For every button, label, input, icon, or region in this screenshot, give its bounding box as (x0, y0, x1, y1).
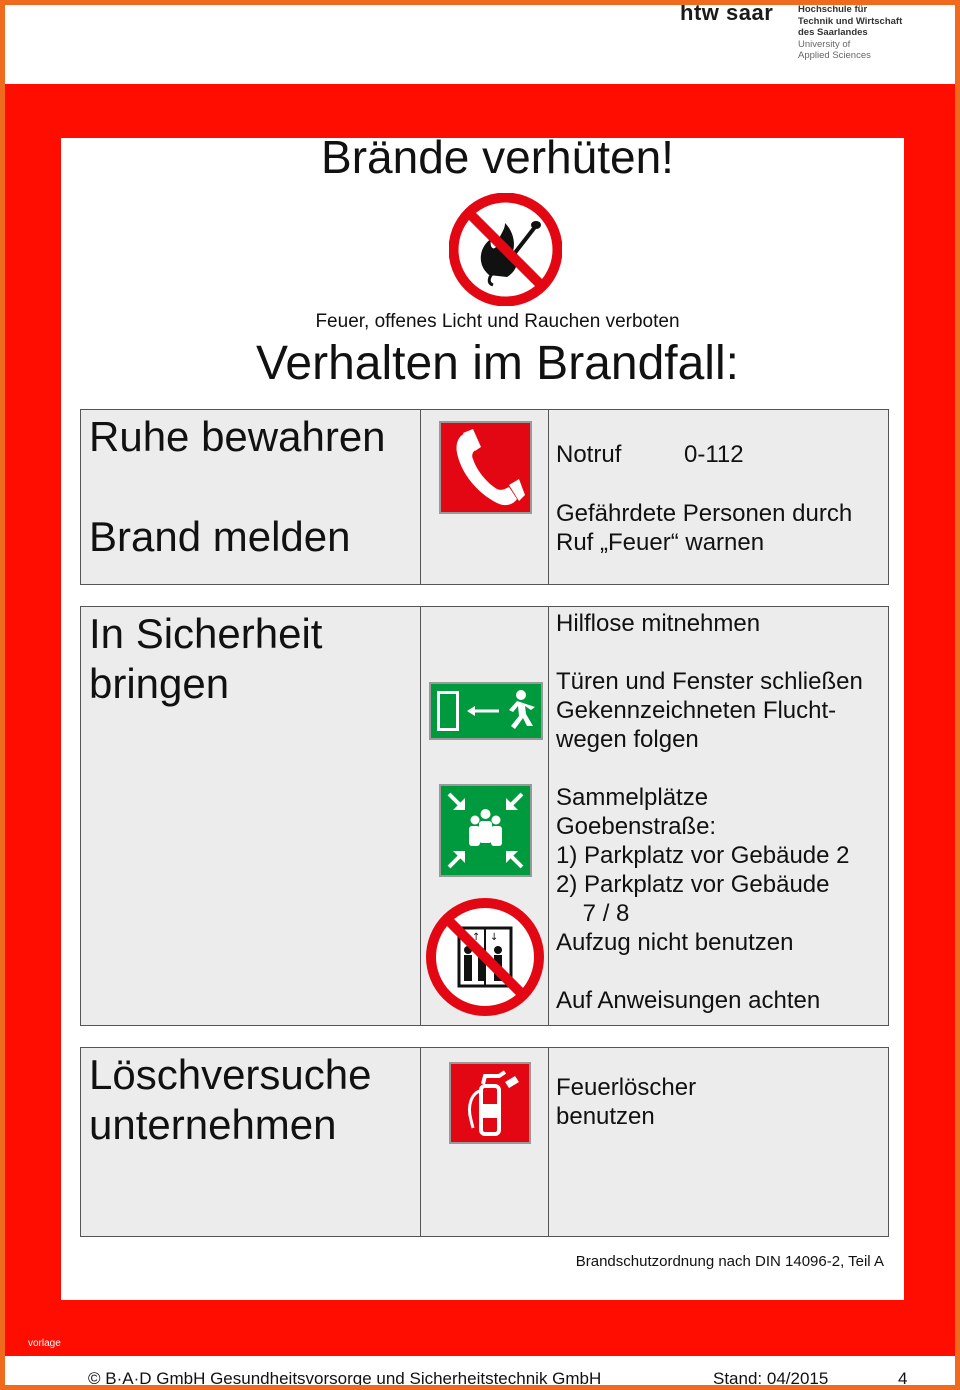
row-text-cell (549, 410, 888, 584)
evacuate-line-1: Hilflose mitnehmen (556, 610, 761, 637)
instruction-row-report (80, 409, 889, 585)
evacuate-line-11: Auf Anweisungen achten (556, 987, 821, 1014)
evacuate-line-3: Gekennzeichneten Flucht- (556, 697, 837, 724)
din-reference-note: Brandschutzordnung nach DIN 14096-2, Teil A (575, 1253, 884, 1270)
logo-line-1: Hochschule für (798, 4, 868, 15)
logo-line-4: University of (798, 38, 851, 50)
instruction-row-evacuate (80, 606, 889, 1026)
row-heading-cell (81, 410, 421, 584)
no-open-flame-sign-icon (449, 193, 562, 306)
row-sign-cell (421, 410, 549, 584)
extinguisher-text-line-2: benutzen (556, 1103, 655, 1130)
heading-brand-melden: Brand melden (89, 513, 351, 560)
page-number: 4 (898, 1369, 908, 1388)
warn-text-line-1: Gefährdete Personen durch (556, 500, 853, 527)
logo-line-2: Technik und Wirtschaft (798, 15, 903, 27)
fire-extinguisher-sign-icon (449, 1062, 531, 1144)
svg-text:↓: ↓ (490, 932, 499, 943)
row-sign-cell (421, 1048, 549, 1236)
htw-saar-logo: htw saar (680, 0, 774, 25)
row-heading-cell (81, 607, 421, 1025)
copyright-text: © B·A·D GmbH Gesundheitsvorsorge und Sicherheitstechnik GmbH (88, 1369, 602, 1388)
escape-route-sign-icon (429, 682, 543, 740)
instruction-row-extinguish (80, 1047, 889, 1237)
evacuate-line-5: Sammelplätze (556, 784, 709, 811)
logo-line-3: des Saarlandes (798, 27, 868, 38)
notruf-number: 0-112 (684, 441, 744, 468)
logo-line-5: Applied Sciences (798, 50, 871, 61)
poster-title: Brände verhüten! (321, 131, 674, 183)
row-text-cell (549, 607, 888, 1025)
heading-unternehmen: unternehmen (89, 1101, 337, 1148)
heading-in-sicherheit: In Sicherheit (89, 610, 323, 657)
logo-subtitle (798, 4, 902, 62)
fire-telephone-sign-icon (439, 421, 532, 514)
stand-date: Stand: 04/2015 (713, 1369, 829, 1388)
row-text-cell (549, 1048, 888, 1236)
no-elevator-sign-icon (426, 898, 544, 1016)
evacuate-line-9: 7 / 8 (556, 900, 630, 927)
heading-loeschversuche: Löschversuche (89, 1051, 372, 1098)
notruf-label: Notruf (556, 441, 622, 468)
warn-text-line-2: Ruf „Feuer“ warnen (556, 529, 765, 556)
assembly-point-sign-icon (439, 784, 532, 877)
poster-subtitle: Verhalten im Brandfall: (256, 337, 739, 390)
svg-text:↑: ↑ (472, 932, 481, 943)
heading-ruhe-bewahren: Ruhe bewahren (89, 413, 386, 460)
evacuate-line-6: Goebenstraße: (556, 813, 717, 840)
heading-bringen: bringen (89, 660, 230, 707)
evacuate-line-2: Türen und Fenster schließen (556, 668, 863, 695)
row-sign-cell (421, 607, 549, 1025)
evacuate-line-7: 1) Parkplatz vor Gebäude 2 (556, 842, 850, 869)
vorlage-label: vorlage (28, 1338, 61, 1349)
evacuate-line-8: 2) Parkplatz vor Gebäude (556, 871, 830, 898)
row-heading-cell (81, 1048, 421, 1236)
prohibition-caption: Feuer, offenes Licht und Rauchen verboten (315, 311, 680, 332)
evacuate-line-4: wegen folgen (556, 726, 699, 753)
evacuate-line-10: Aufzug nicht benutzen (556, 929, 794, 956)
extinguisher-text-line-1: Feuerlöscher (556, 1074, 697, 1101)
